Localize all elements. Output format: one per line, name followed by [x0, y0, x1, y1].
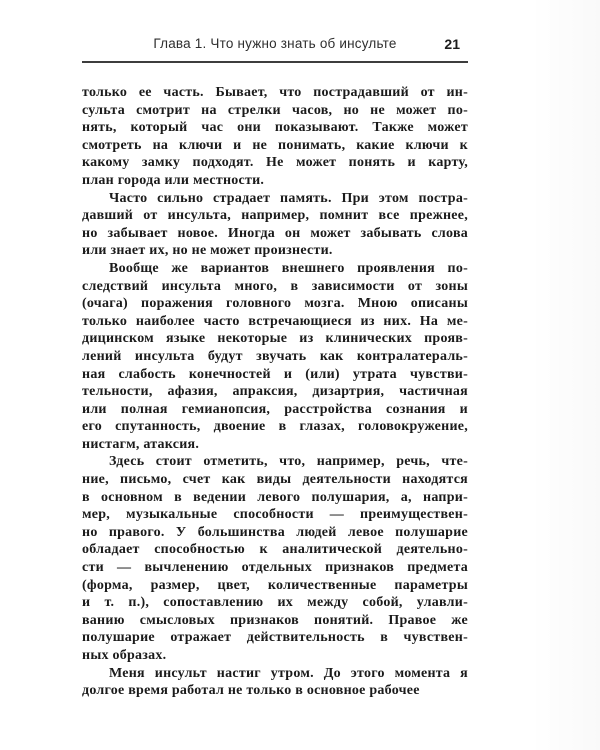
text-line: но забывает новое. Иногда он может забывать слова: [82, 225, 468, 241]
page-number: 21: [444, 36, 460, 52]
text-line: тельности, афазия, апраксия, дизартрия, частичная: [82, 384, 468, 400]
text-line: ванию смысловых признаков понятий. Правое же: [82, 612, 468, 628]
text-line: какому замку подходят. Не может понять и карту,: [82, 155, 468, 171]
text-line: долгое время работал не только в основное рабочее: [82, 683, 420, 699]
text-line: или знает их, но не может произнести.: [82, 243, 333, 259]
text-line: или полная гемианопсия, расстройства сознания и: [82, 401, 468, 417]
text-line: Вообще же вариантов внешнего проявления по-: [109, 260, 468, 276]
text-line: Часто сильно страдает память. При этом постра-: [109, 190, 468, 206]
chapter-title: Глава 1. Что нужно знать об инсульте: [153, 36, 397, 51]
body-text: [82, 84, 468, 700]
text-line: смотреть на ключи и не понимать, какие ключи к: [82, 137, 468, 153]
text-line: но правого. У большинства людей левое полушарие: [82, 524, 468, 540]
running-head: [82, 36, 468, 58]
text-line: дицинском языке некоторые из клинических прояв-: [82, 331, 468, 347]
text-line: только ее часть. Бывает, что пострадавший от ин-: [82, 85, 468, 100]
text-line: ная слабость конечностей и (или) утрата чувстви-: [82, 366, 468, 382]
text-line: и т. п.), сопоставлению их между собой, улавли-: [82, 595, 468, 611]
text-line: мер, музыкальные способности — преимуществен-: [82, 507, 468, 523]
text-line: Меня инсульт настиг утром. До этого момента я: [109, 665, 468, 681]
text-line: лений инсульта будут звучать как контралатераль-: [82, 348, 468, 364]
text-line: нистагм, атаксия.: [82, 436, 200, 452]
text-line: следствий инсульта много, в зависимости от зоны: [82, 278, 468, 294]
text-line: его спутанность, двоение в глазах, головокружение,: [82, 419, 468, 435]
header-rule: [82, 61, 468, 63]
text-line: давший от инсульта, например, помнит все прежнее,: [82, 208, 468, 224]
text-line: (форма, размер, цвет, количественные параметры: [82, 577, 468, 593]
text-line: ние, письмо, счет как виды деятельности находятся: [82, 472, 468, 488]
text-line: сульта смотрит на стрелки часов, но не может по-: [82, 102, 468, 118]
text-line: Здесь стоит отметить, что, например, речь, чте-: [109, 454, 468, 470]
text-line: ных образах.: [82, 648, 167, 663]
text-line: обладает способностью к аналитической деятельно-: [82, 542, 468, 558]
text-line: (очага) поражения головного мозга. Мною описаны: [82, 296, 468, 312]
text-line: полушарие отражает действительность в чувствен-: [82, 630, 468, 646]
text-line: сти — вычленению отдельных признаков предмета: [82, 560, 468, 576]
text-line: в основном в ведении левого полушария, а, напри-: [82, 489, 468, 505]
text-line: нять, который час они показывают. Также может: [82, 120, 468, 136]
text-line: план города или местности.: [82, 172, 265, 188]
text-line: только наиболее часто встречающиеся из них. На ме-: [82, 313, 468, 329]
text-block: [82, 36, 468, 700]
